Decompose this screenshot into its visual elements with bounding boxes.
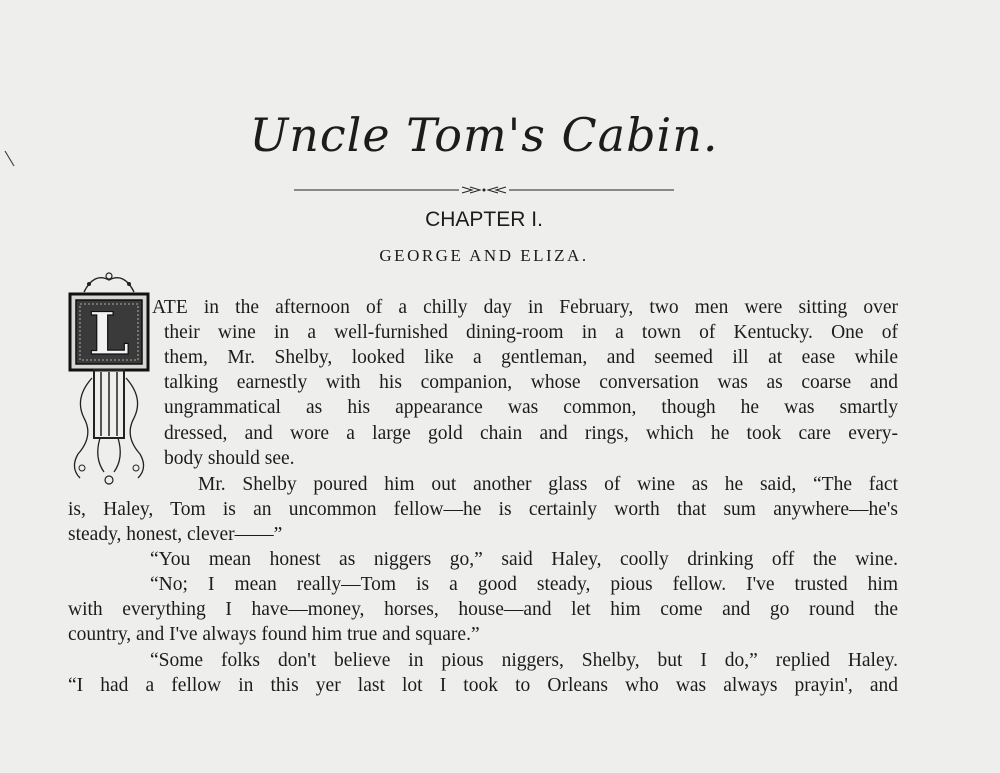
text-line: “You mean honest as niggers go,” said Haley, coolly drinking off the wine. bbox=[150, 549, 898, 570]
chapter-title: GEORGE AND ELIZA. bbox=[379, 246, 589, 265]
text-line: body should see. bbox=[164, 448, 295, 469]
book-title: Uncle Tom's Cabin. bbox=[249, 108, 719, 162]
text-line: dressed, and wore a large gold chain and rings, which he took care every- bbox=[164, 423, 898, 444]
ornamental-rule bbox=[294, 186, 674, 194]
text-line: their wine in a well-furnished dining-room in a town of Kentucky. One of bbox=[164, 322, 898, 343]
text-line: “I had a fellow in this yer last lot I took to Orleans who was always prayin', and bbox=[68, 675, 898, 696]
text-line: talking earnestly with his companion, whose conversation was as coarse and bbox=[164, 372, 898, 393]
text-line: with everything I have—money, horses, house—and let him come and go round the bbox=[68, 599, 898, 620]
text-line: Mr. Shelby poured him out another glass of wine as he said, “The fact bbox=[198, 474, 898, 495]
text-line: is, Haley, Tom is an uncommon fellow—he is certainly worth that sum anywhere—he's bbox=[68, 499, 898, 520]
text-line: ungrammatical as his appearance was common, though he was smartly bbox=[164, 397, 898, 418]
text-line: “No; I mean really—Tom is a good steady, pious fellow. I've trusted him bbox=[150, 574, 898, 595]
text-line: “Some folks don't believe in pious niggers, Shelby, but I do,” replied Haley. bbox=[150, 650, 898, 671]
text-line: them, Mr. Shelby, looked like a gentleman, and seemed ill at ease while bbox=[164, 347, 898, 368]
text-line: steady, honest, clever——” bbox=[68, 524, 283, 545]
text-line: country, and I've always found him true and square.” bbox=[68, 624, 480, 645]
chapter-heading: CHAPTER I. bbox=[425, 208, 543, 231]
drop-cap-letter: L bbox=[88, 300, 130, 368]
text-line: ATE in the afternoon of a chilly day in February, two men were sitting over bbox=[152, 297, 898, 318]
decorated-initial bbox=[64, 268, 154, 496]
